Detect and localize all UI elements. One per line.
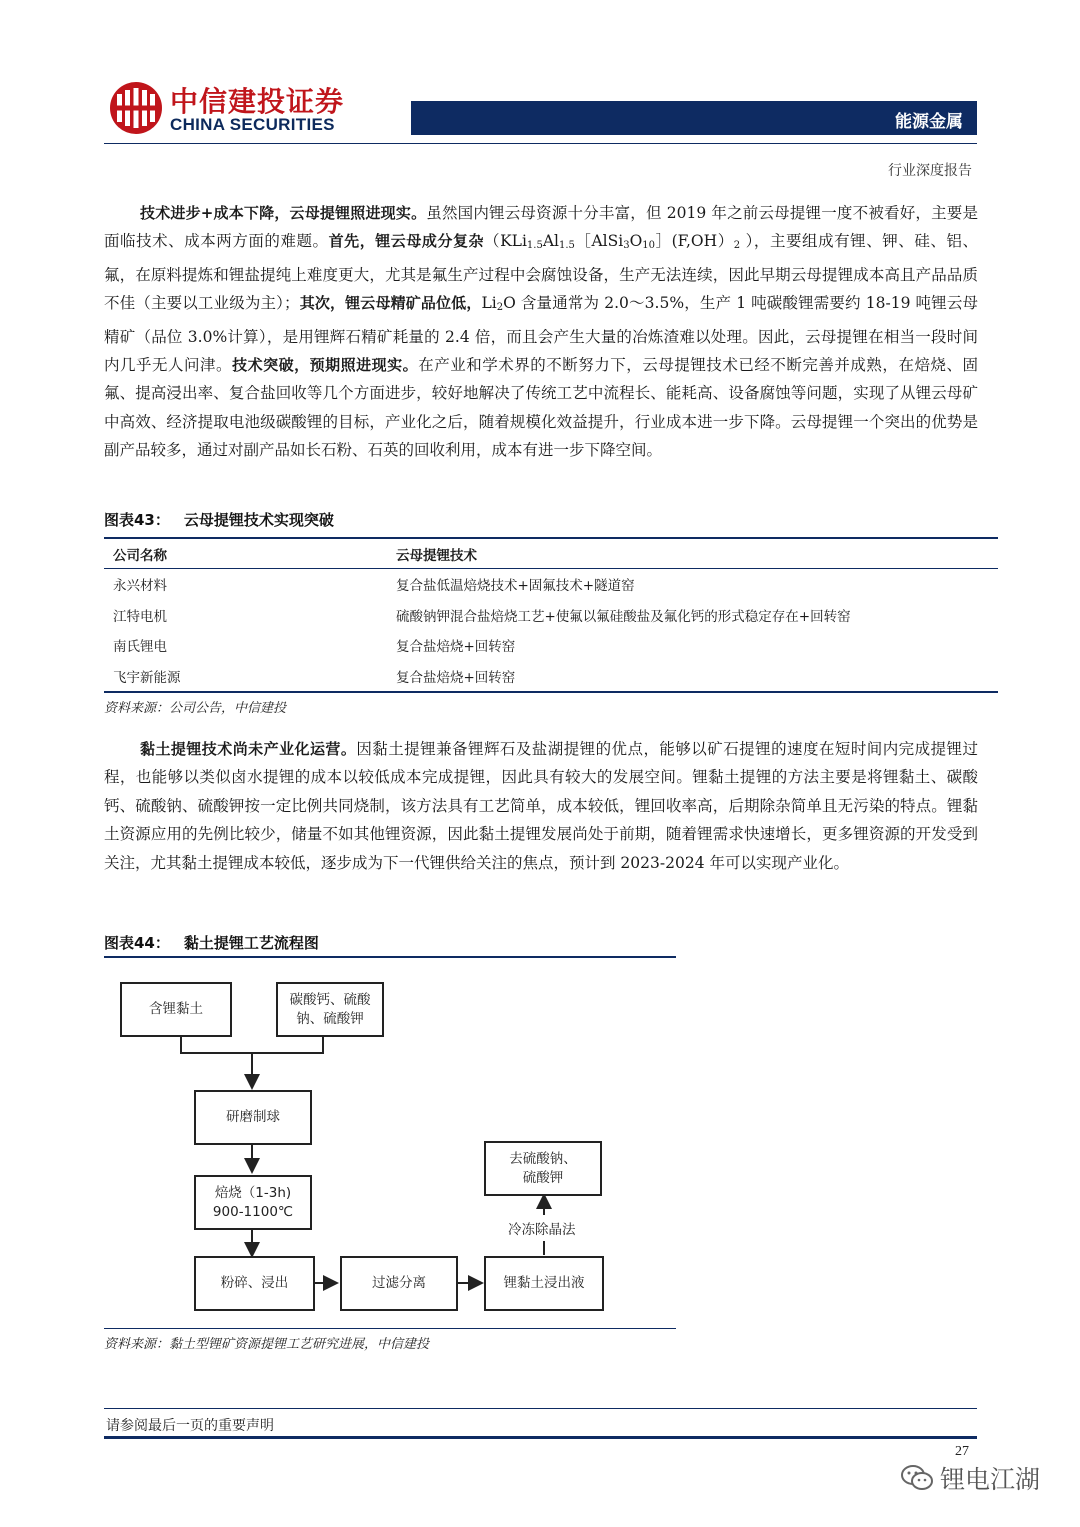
wechat-icon [900,1463,934,1493]
flow-box-crush: 粉碎、浸出 [194,1256,315,1311]
table-row [104,600,998,631]
flow-box-salts: 碳酸钙、硫酸 钠、硫酸钾 [276,982,384,1037]
watermark [900,1460,1040,1496]
table-cell: 复合盐低温焙烧技术+固氟技术+隧道窑 [396,578,635,595]
table-cell: 飞宇新能源 [104,661,387,693]
flow-box-clay: 含锂黏土 [120,982,232,1037]
table-cell: 永兴材料 [113,578,167,595]
table-cell: 复合盐焙烧+回转窑 [396,639,516,656]
footer-rule-thick [104,1436,977,1439]
disclaimer-text: 请参阅最后一页的重要声明 [106,1418,274,1434]
figure-43-source: 资料来源：公司公告，中信建投 [104,701,287,716]
footer-divider [104,1408,977,1409]
logo-chinese-name: 中信建投证券 [170,85,345,118]
table-header-row [104,538,998,569]
table-cell: 江特电机 [113,608,167,625]
freeze-method-label: 冷冻除晶法 [508,1222,576,1238]
flow-box-grind: 研磨制球 [194,1090,312,1145]
watermark-text: 锂电江湖 [940,1465,1041,1494]
paragraph-clay-lithium: 黏土提锂技术尚未产业化运营。因黏土提锂兼备锂辉石及盐湖提锂的优点，能够以矿石提锂的速度在短时间内完成提锂过程，也能够以类似卤水提锂的成本以较低成本完成提锂，因此具有较大的发展空间。锂黏土提锂的方法主要是将锂黏土、碳酸钙、硫酸钠、硫酸钾按一定比例共同烧制，该方法具有工艺简单，成本较低，锂回收率高，后期除杂简单且无污染的特点。锂黏土资源应用的先例比较少，储量不如其他锂资源，因此黏土提锂发展尚处于前期，随着锂需求快速增长，更多锂资源的开发受到关注，尤其黏土提锂成本较低，逐步成为下一代锂供给关注的焦点，预计到 2023-2024 年可以实现产业化。 [104,740,978,872]
flow-box-filter: 过滤分离 [340,1256,458,1311]
column-header: 云母提锂技术 [387,538,998,569]
figure-44-title: 图表44： 黏土提锂工艺流程图 [104,934,319,952]
header-divider [104,143,977,144]
figure-44-source: 资料来源：黏土型锂矿资源提锂工艺研究进展，中信建投 [104,1337,430,1352]
report-type: 行业深度报告 [888,163,972,179]
table-cell: 硫酸钠钾混合盐焙烧工艺+使氟以氟硅酸盐及氟化钙的形式稳定存在+回转窑 [396,608,851,625]
company-logo-icon [108,80,164,136]
section-title: 能源金属 [895,112,963,132]
flow-box-roast: 焙烧（1-3h) 900-1100℃ [194,1175,312,1230]
flow-box-remove: 去硫酸钠、 硫酸钾 [484,1141,602,1196]
table-cell: 复合盐焙烧+回转窑 [387,661,998,693]
section-banner [411,101,977,135]
table-row [104,569,998,600]
figure-43-title: 图表43： 云母提锂技术实现突破 [104,511,334,529]
logo-english-name: CHINA SECURITIES [170,115,335,134]
table-cell: 南氏锂电 [113,639,167,656]
page-number: 27 [955,1444,969,1459]
column-header: 公司名称 [104,538,387,569]
table-row [104,630,998,661]
table-row [104,661,998,693]
mica-tech-table [104,537,998,693]
paragraph-mica-lithium: 技术进步+成本下降，云母提锂照进现实。虽然国内锂云母资源十分丰富，但 2019 年之前云母提锂一度不被看好，主要是面临技术、成本两方面的难题。首先，锂云母成分复杂（$KLi_{1.5}Al_{1.5}[AlSi_3O_{10}](F,OH)_2$ ），主要组成有锂、钾、硅、铝、氟，在原料提炼和锂盐提纯上难度更大，尤其是氟生产过程中会腐蚀设备，生产无法连续，因此早期云母提锂成本高且产品品质不佳（主要以工业级为主）；其次，锂云母精矿品位低，$Li_2O$ 含量通常为 2.0～3.5%，生产 1 吨碳酸锂需要约 18-19 吨锂云母精矿（品位 3.0%计算），是用锂辉石精矿耗量的 2.4 倍，而且会产生大量的冶炼渣难以处理。因此，云母提锂在相当一段时间内几乎无人问津。技术突破，预期照进现实。在产业和学术界的不断努力下，云母提锂技术已经不断完善并成熟，在焙烧、固氟、提高浸出率、复合盐回收等几个方面进步，较好地解决了传统工艺中流程长、能耗高、设备腐蚀等问题，实现了从锂云母矿中高效、经济提取电池级碳酸锂的目标，产业化之后，随着规模化效益提升，行业成本进一步下降。云母提锂一个突出的优势是副产品较多，通过对副产品如长石粉、石英的回收利用，成本有进一步下降空间。 [104,204,978,460]
flow-box-leach: 锂黏土浸出液 [484,1256,604,1311]
clay-process-flowchart [104,956,676,1329]
